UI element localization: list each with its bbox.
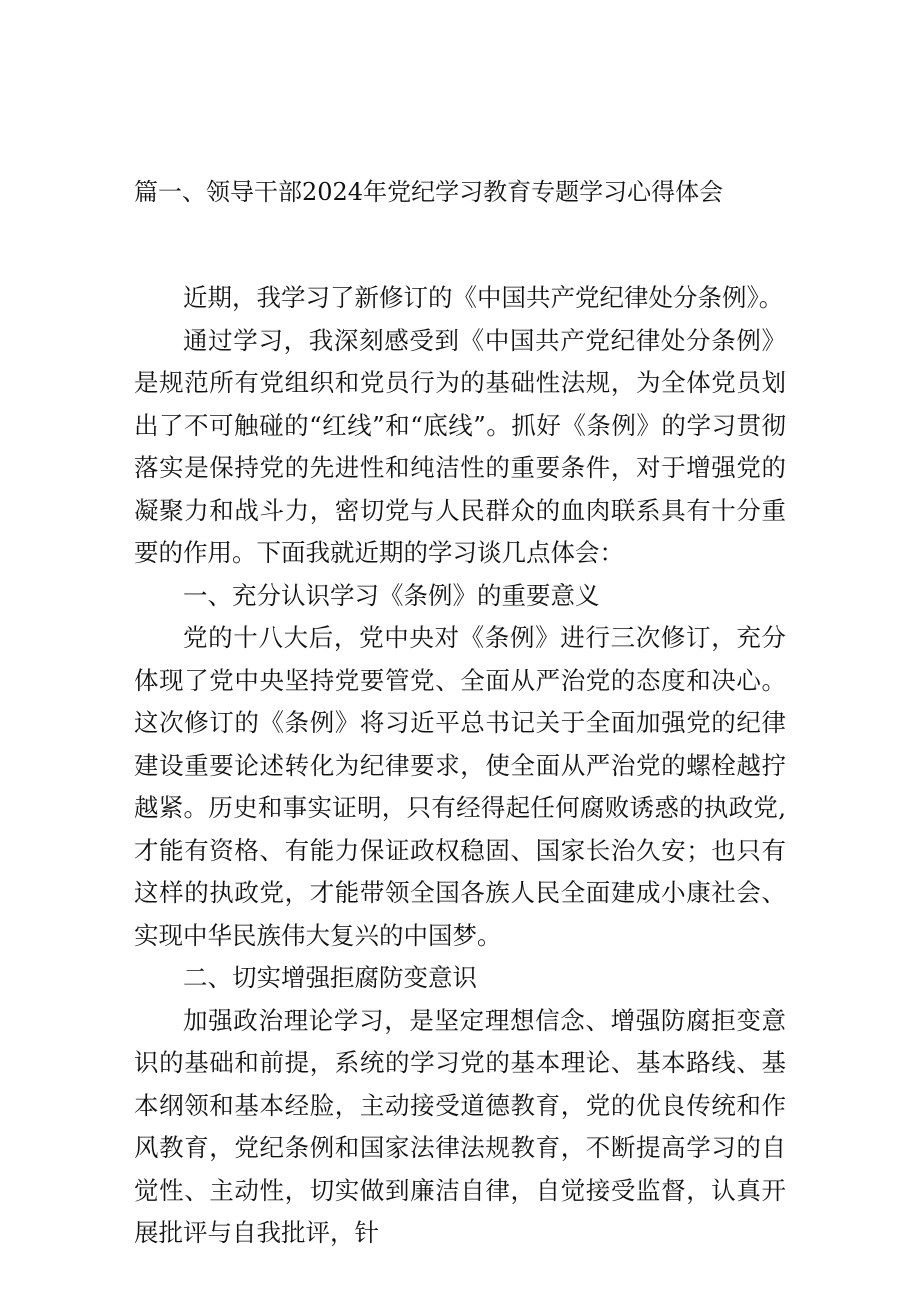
- paragraph-anti-corruption: 加强政治理论学习，是坚定理想信念、增强防腐拒变意识的基础和前提，系统的学习党的基本理论、基本路线、基本纲领和基本经脸，主动接受道德教育，党的优良传统和作风教育，党纪条例和国家法律法规教育，不断提高学习的自觉性、主动性，切实做到廉洁自律，自觉接受监督，认真开展批评与自我批评，针: [134, 1005, 786, 1247]
- section-heading-one: 一、充分认识学习《条例》的重要意义: [183, 580, 600, 610]
- section-heading-two: 二、切实增强拒腐防变意识: [183, 963, 477, 992]
- paragraph-significance: 党的十八大后，党中央对《条例》进行三次修订，充分体现了党中央坚持党要管党、全面从严治党的态度和决心。这次修订的《条例》将习近平总书记关于全面加强党的纪律建设重要论述转化为纪律要求，使全面从严治党的螺栓越拧越紧。历史和事实证明，只有经得起任何腐败诱惑的执政党,才能有资格、有能力保证政权稳固、国家长治久安；也只有这样的执政党，才能带领全国各族人民全面建成小康社会、实现中华民族伟大复兴的中国梦。: [134, 623, 786, 950]
- paragraph-understanding: 通过学习，我深刻感受到《中国共产党纪律处分条例》是规范所有党组织和党员行为的基础性法规，为全体党员划出了不可触碰的“红线”和“底线”。抓好《条例》的学习贯彻落实是保持党的先进性和纯洁性的重要条件，对于增强党的凝聚力和战斗力，密切党与人民群众的血肉联系具有十分重要的作用。下面我就近期的学习谈几点体会：: [134, 325, 786, 567]
- document-title: 篇一、领导干部2024年党纪学习教育专题学习心得体会: [134, 178, 724, 206]
- document-body: [134, 277, 786, 1255]
- paragraph-intro: 近期，我学习了新修订的《中国共产党纪律处分条例》。: [183, 283, 784, 312]
